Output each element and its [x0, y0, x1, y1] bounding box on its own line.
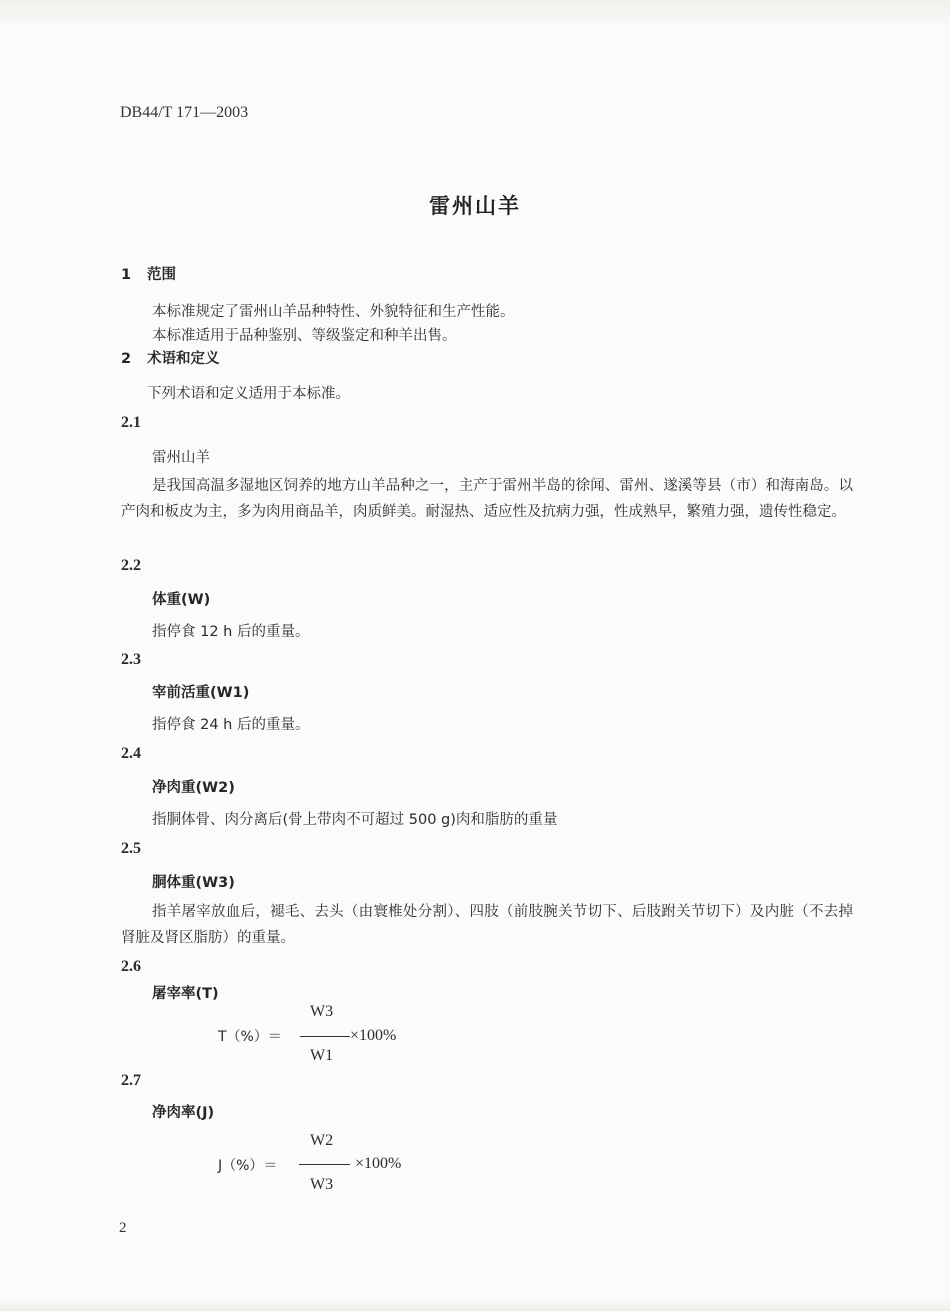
formula-j-lhs: J（%）＝	[218, 1158, 278, 1174]
section-1-heading	[121, 263, 176, 284]
formula-t-fraction-bar	[300, 1036, 350, 1037]
section-2-number: 2	[121, 351, 132, 367]
scan-edge-bottom	[0, 1297, 950, 1311]
term-2-2-number: 2.2	[121, 557, 141, 574]
term-2-3-definition: 指停食 24 h 后的重量。	[152, 717, 310, 733]
section-2-heading	[121, 347, 220, 368]
term-2-1-definition: 是我国高温多湿地区饲养的地方山羊品种之一，主产于雷州半岛的徐闻、雷州、遂溪等县（市）和海南岛。以产肉和板皮为主，多为肉用商品羊，肉质鲜美。耐湿热、适应性及抗病力强，性成熟早，繁殖力强，遗传性稳定。	[121, 478, 853, 520]
term-2-7-name: 净肉率(J)	[152, 1105, 215, 1121]
formula-t-denominator: W1	[310, 1047, 334, 1064]
term-2-2-definition: 指停食 12 h 后的重量。	[152, 624, 310, 640]
term-2-5-name: 胴体重(W3)	[152, 875, 235, 891]
term-2-4-number: 2.4	[121, 745, 141, 762]
term-2-4-definition: 指胴体骨、肉分离后(骨上带肉不可超过 500 g)肉和脂肪的重量	[152, 812, 558, 828]
term-2-4-name: 净肉重(W2)	[152, 780, 235, 796]
formula-t-lhs: T（%）＝	[218, 1029, 282, 1045]
term-2-7-number: 2.7	[121, 1072, 141, 1089]
term-2-1-number: 2.1	[121, 414, 141, 431]
section-2-label: 术语和定义	[147, 351, 220, 367]
page-number: 2	[119, 1220, 127, 1236]
formula-t-factor: ×100%	[350, 1027, 397, 1044]
section-1-label: 范围	[147, 267, 176, 283]
term-2-3-name: 宰前活重(W1)	[152, 685, 250, 701]
term-2-5-number: 2.5	[121, 840, 141, 857]
formula-j-factor: ×100%	[355, 1155, 402, 1172]
formula-j-denominator: W3	[310, 1176, 334, 1193]
term-2-6-number: 2.6	[121, 958, 141, 975]
formula-t-numerator: W3	[310, 1003, 334, 1020]
formula-j-numerator: W2	[310, 1132, 334, 1149]
section-2-intro: 下列术语和定义适用于本标准。	[147, 386, 350, 402]
term-2-1-name: 雷州山羊	[152, 450, 210, 466]
section-1-number: 1	[121, 267, 132, 283]
formula-j-fraction-bar	[299, 1164, 350, 1165]
term-2-5-definition: 指羊屠宰放血后，褪毛、去头（由寰椎处分割）、四肢（前肢腕关节切下、后肢跗关节切下）及内脏（不去掉肾脏及肾区脂肪）的重量。	[121, 904, 853, 946]
term-2-2-name: 体重(W)	[152, 592, 211, 608]
standard-code: DB44/T 171—2003	[120, 104, 249, 121]
section-1-line-2: 本标准适用于品种鉴别、等级鉴定和种羊出售。	[152, 328, 457, 344]
section-1-line-1: 本标准规定了雷州山羊品种特性、外貌特征和生产性能。	[152, 304, 515, 320]
scan-edge-top	[0, 0, 950, 28]
document-title: 雷州山羊	[429, 194, 521, 218]
term-2-6-name: 屠宰率(T)	[152, 986, 219, 1002]
term-2-3-number: 2.3	[121, 651, 141, 668]
